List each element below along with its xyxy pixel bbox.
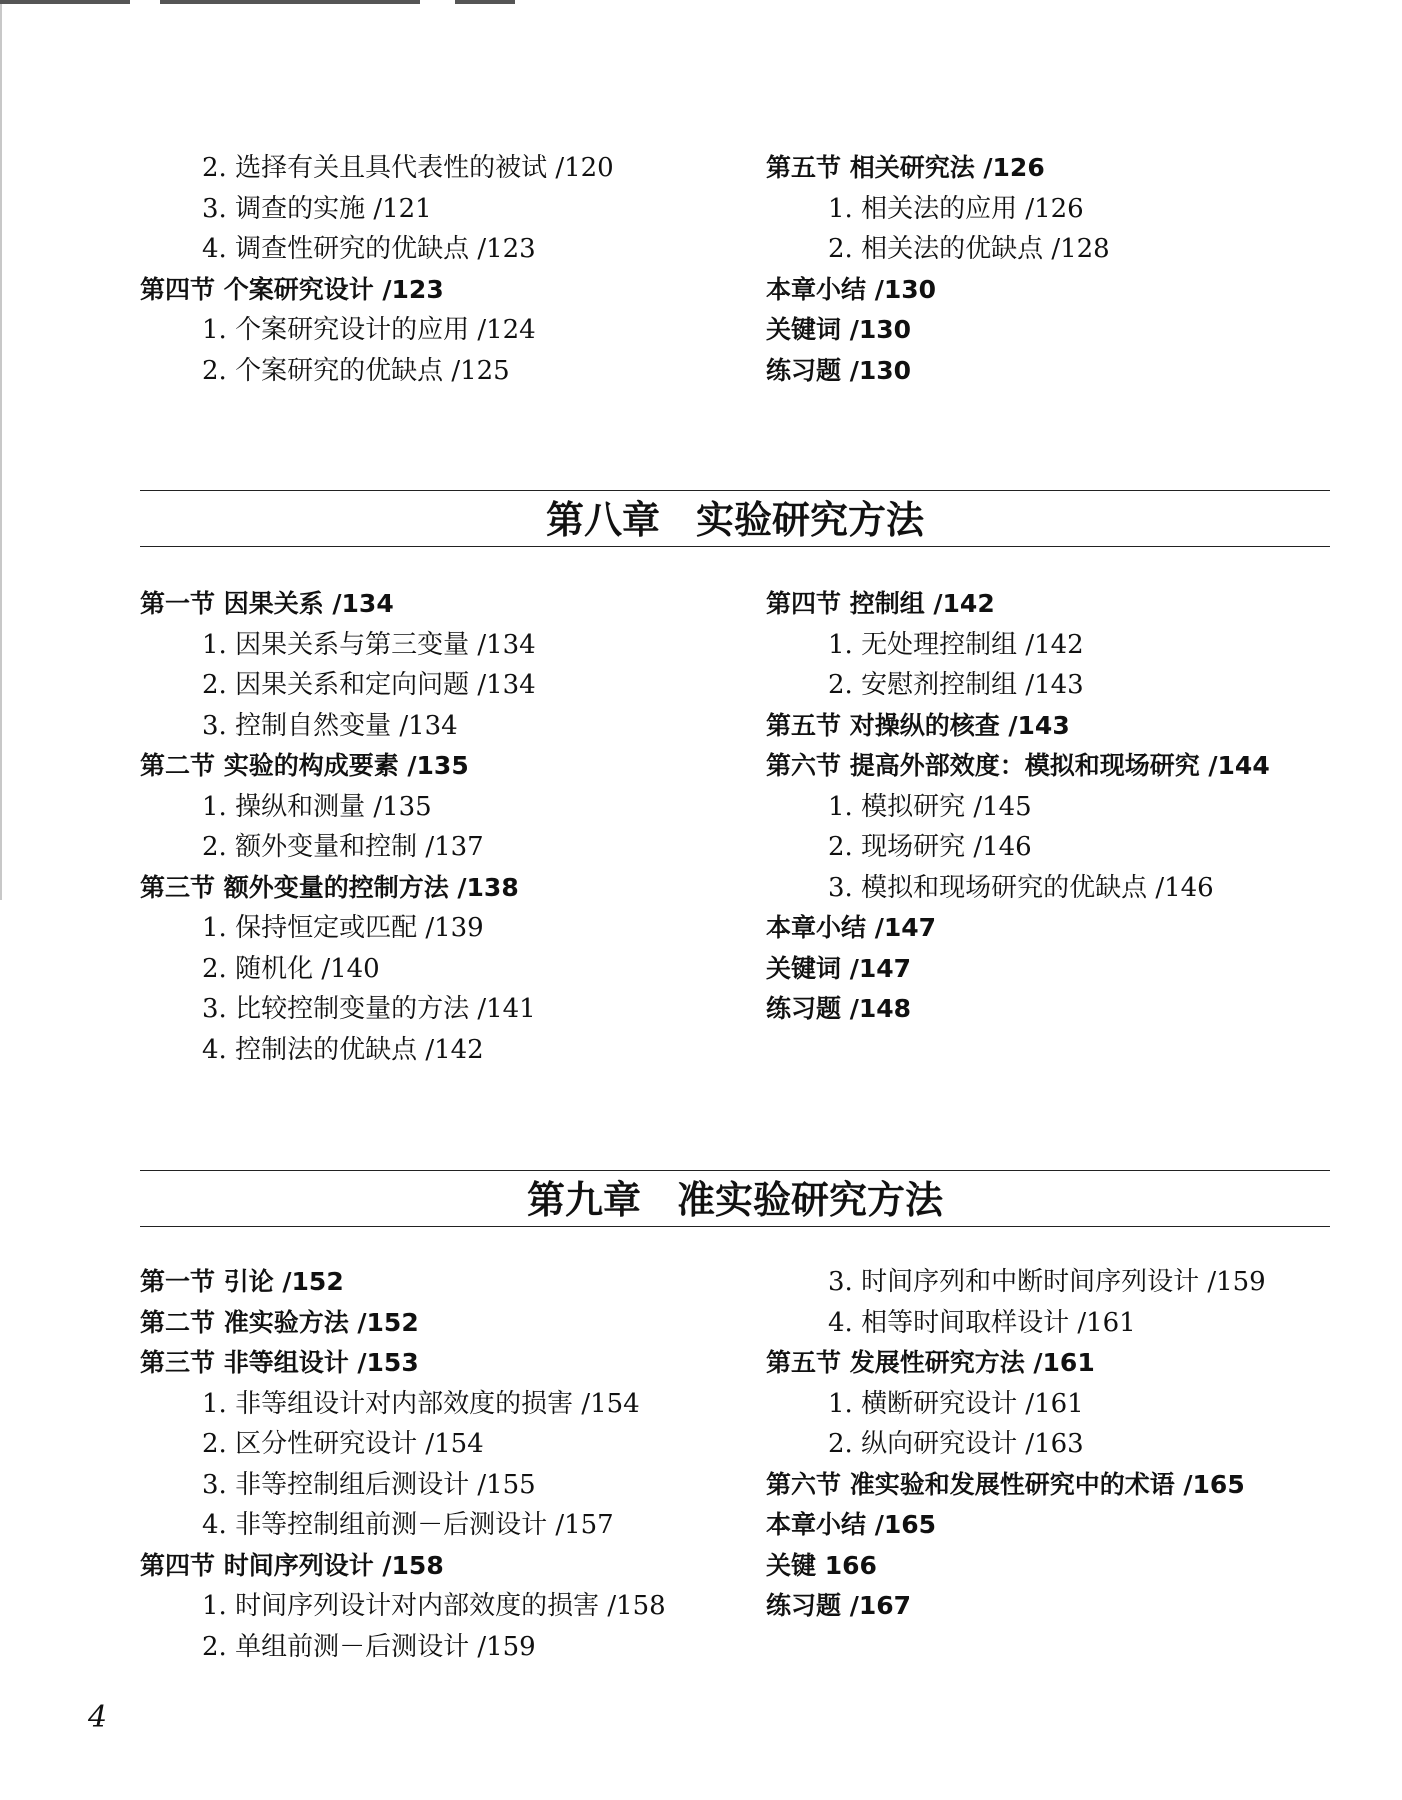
toc-subsection-entry: 4. 非等控制组前测－后测设计 /157 [202,1510,614,1540]
scan-artifact [0,0,130,4]
toc-subsection-entry: 1. 非等组设计对内部效度的损害 /154 [202,1388,640,1419]
toc-subsection-entry: 1. 保持恒定或匹配 /139 [202,913,484,943]
chapter-rule-top [140,1170,1330,1171]
toc-subsection-entry: 1. 个案研究设计的应用 /124 [202,315,536,345]
toc-section-entry: 第五节 相关研究法 /126 [766,153,1045,182]
toc-section-entry: 本章小结 /147 [766,913,937,942]
toc-subsection-entry: 1. 模拟研究 /145 [828,791,1032,822]
toc-section-entry: 练习题 /130 [766,355,912,385]
toc-subsection-entry: 3. 模拟和现场研究的优缺点 /146 [828,872,1214,903]
toc-section-entry: 第六节 准实验和发展性研究中的术语 /165 [766,1469,1245,1499]
toc-subsection-entry: 2. 选择有关且具代表性的被试 /120 [202,153,614,183]
toc-subsection-entry: 3. 时间序列和中断时间序列设计 /159 [828,1267,1266,1297]
toc-subsection-entry: 2. 安慰剂控制组 /143 [828,670,1084,700]
toc-subsection-entry: 3. 非等控制组后测设计 /155 [202,1469,536,1500]
page-edge-line [0,0,2,900]
toc-subsection-entry: 1. 横断研究设计 /161 [828,1388,1084,1419]
toc-section-entry: 关键 166 [766,1550,877,1580]
toc-subsection-entry: 2. 单组前测－后测设计 /159 [202,1631,536,1662]
toc-section-entry: 第四节 个案研究设计 /123 [140,274,444,304]
toc-subsection-entry: 1. 无处理控制组 /142 [828,629,1084,660]
toc-column-right [766,148,1366,391]
toc-subsection-entry: 4. 调查性研究的优缺点 /123 [202,234,536,264]
chapter-heading [140,1175,1330,1225]
toc-section-entry: 第四节 时间序列设计 /158 [140,1550,444,1580]
toc-section-entry: 第三节 额外变量的控制方法 /138 [140,872,519,902]
toc-column-right [766,584,1366,1030]
toc-subsection-entry: 2. 相关法的优缺点 /128 [828,234,1110,264]
toc-subsection-entry: 2. 个案研究的优缺点 /125 [202,355,510,386]
toc-column-right [766,1262,1366,1627]
toc-subsection-entry: 3. 调查的实施 /121 [202,193,432,224]
toc-subsection-entry: 3. 比较控制变量的方法 /141 [202,994,536,1024]
toc-column-left [140,1262,740,1667]
toc-section-entry: 本章小结 /130 [766,274,937,304]
toc-column-left [140,584,740,1070]
toc-subsection-entry: 2. 区分性研究设计 /154 [202,1429,484,1459]
scan-artifact [160,0,420,4]
scan-artifact [455,0,515,4]
toc-section-entry: 第五节 对操纵的核查 /143 [766,710,1070,740]
toc-subsection-entry: 2. 现场研究 /146 [828,832,1032,862]
toc-subsection-entry: 3. 控制自然变量 /134 [202,710,458,741]
toc-subsection-entry: 2. 额外变量和控制 /137 [202,832,484,862]
toc-section-entry: 第三节 非等组设计 /153 [140,1348,419,1377]
chapter-title: 准实验研究方法 [677,1178,944,1222]
chapter-number: 第八章 [545,498,660,542]
toc-subsection-entry: 4. 控制法的优缺点 /142 [202,1034,484,1065]
toc-section-entry: 练习题 /148 [766,994,912,1023]
chapter-number: 第九章 [526,1178,641,1222]
chapter-rule-bottom [140,1226,1330,1227]
toc-section-entry: 关键词 /147 [766,953,912,983]
toc-column-left [140,148,740,391]
toc-subsection-entry: 1. 相关法的应用 /126 [828,193,1084,224]
toc-section-entry: 第二节 准实验方法 /152 [140,1307,419,1337]
chapter-rule-top [140,490,1330,491]
toc-section-entry: 练习题 /167 [766,1591,912,1620]
toc-section-entry: 第二节 实验的构成要素 /135 [140,751,469,780]
chapter-heading [140,495,1330,545]
toc-section-entry: 关键词 /130 [766,315,912,344]
toc-section-entry: 第四节 控制组 /142 [766,589,995,618]
toc-subsection-entry: 2. 随机化 /140 [202,953,380,984]
toc-subsection-entry: 1. 时间序列设计对内部效度的损害 /158 [202,1591,666,1621]
toc-section-entry: 本章小结 /165 [766,1510,937,1539]
chapter-rule-bottom [140,546,1330,547]
page-number: 4 [88,1700,108,1735]
chapter-title: 实验研究方法 [696,498,925,542]
toc-section-entry: 第五节 发展性研究方法 /161 [766,1348,1095,1377]
toc-subsection-entry: 1. 操纵和测量 /135 [202,791,432,822]
toc-section-entry: 第一节 因果关系 /134 [140,589,394,618]
toc-subsection-entry: 4. 相等时间取样设计 /161 [828,1307,1136,1338]
toc-subsection-entry: 1. 因果关系与第三变量 /134 [202,629,536,660]
toc-subsection-entry: 2. 因果关系和定向问题 /134 [202,670,536,700]
toc-subsection-entry: 2. 纵向研究设计 /163 [828,1429,1084,1459]
toc-section-entry: 第六节 提高外部效度：模拟和现场研究 /144 [766,751,1270,780]
toc-section-entry: 第一节 引论 /152 [140,1267,344,1296]
